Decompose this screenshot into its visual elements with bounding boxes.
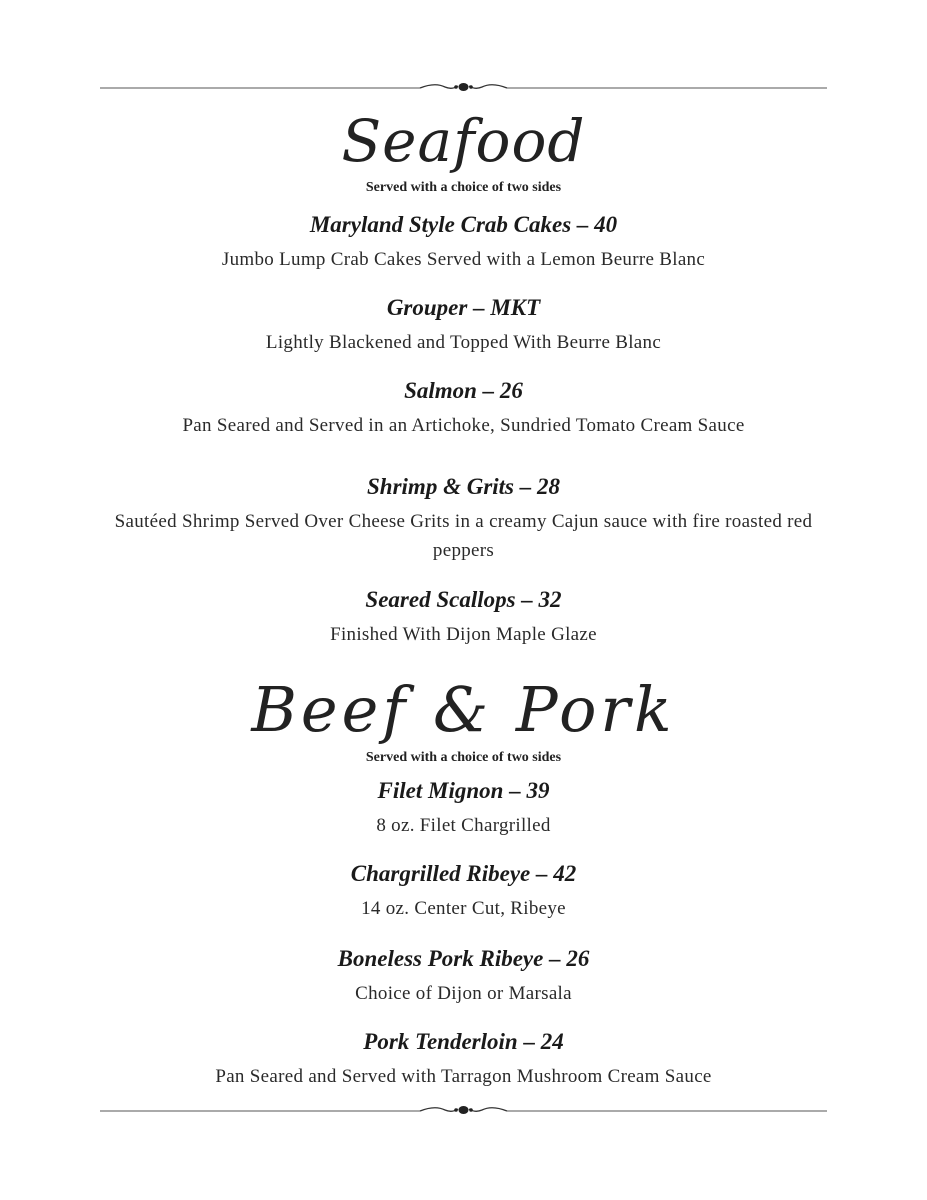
menu-item-name: Salmon – 26 [404,378,523,403]
menu-item-description: Lightly Blackened and Topped With Beurre Blanc [265,332,662,353]
menu-item-description: Pan Seared and Served in an Artichoke, Sundried Tomato Cream Sauce [182,415,745,436]
menu-item-name: Seared Scallops – 32 [365,587,562,612]
menu-item-description: Sautéed Shrimp Served Over Cheese Grits in a creamy Cajun sauce with fire roasted red peppers [114,511,813,561]
menu-item-description: Choice of Dijon or Marsala [355,983,572,1004]
menu-item-description: Finished With Dijon Maple Glaze [330,624,597,645]
menu-item-name: Shrimp & Grits – 28 [367,474,560,499]
menu-item-name: Chargrilled Ribeye – 42 [350,861,577,886]
menu-item-description: 14 oz. Center Cut, Ribeye [361,898,566,919]
section-subtitle-seafood: Served with a choice of two sides [365,180,562,195]
menu-item-name: Boneless Pork Ribeye – 26 [337,946,590,971]
section-title-seafood: Seafood [341,107,586,175]
menu-item-description: 8 oz. Filet Chargrilled [376,815,551,836]
menu-item-name: Pork Tenderloin – 24 [363,1029,564,1054]
menu-item-name: Filet Mignon – 39 [377,778,550,803]
menu-item-description: Jumbo Lump Crab Cakes Served with a Lemon Beurre Blanc [221,249,706,270]
bottom-ornamental-divider [100,1101,827,1121]
section-title-beef-pork: Beef & Pork [251,673,676,746]
menu-item-name: Maryland Style Crab Cakes – 40 [309,212,618,237]
top-ornamental-divider [100,78,827,98]
section-subtitle-beef-pork: Served with a choice of two sides [365,750,562,765]
menu-item-name: Grouper – MKT [386,295,541,320]
menu-item-description: Pan Seared and Served with Tarragon Mushroom Cream Sauce [215,1066,712,1087]
